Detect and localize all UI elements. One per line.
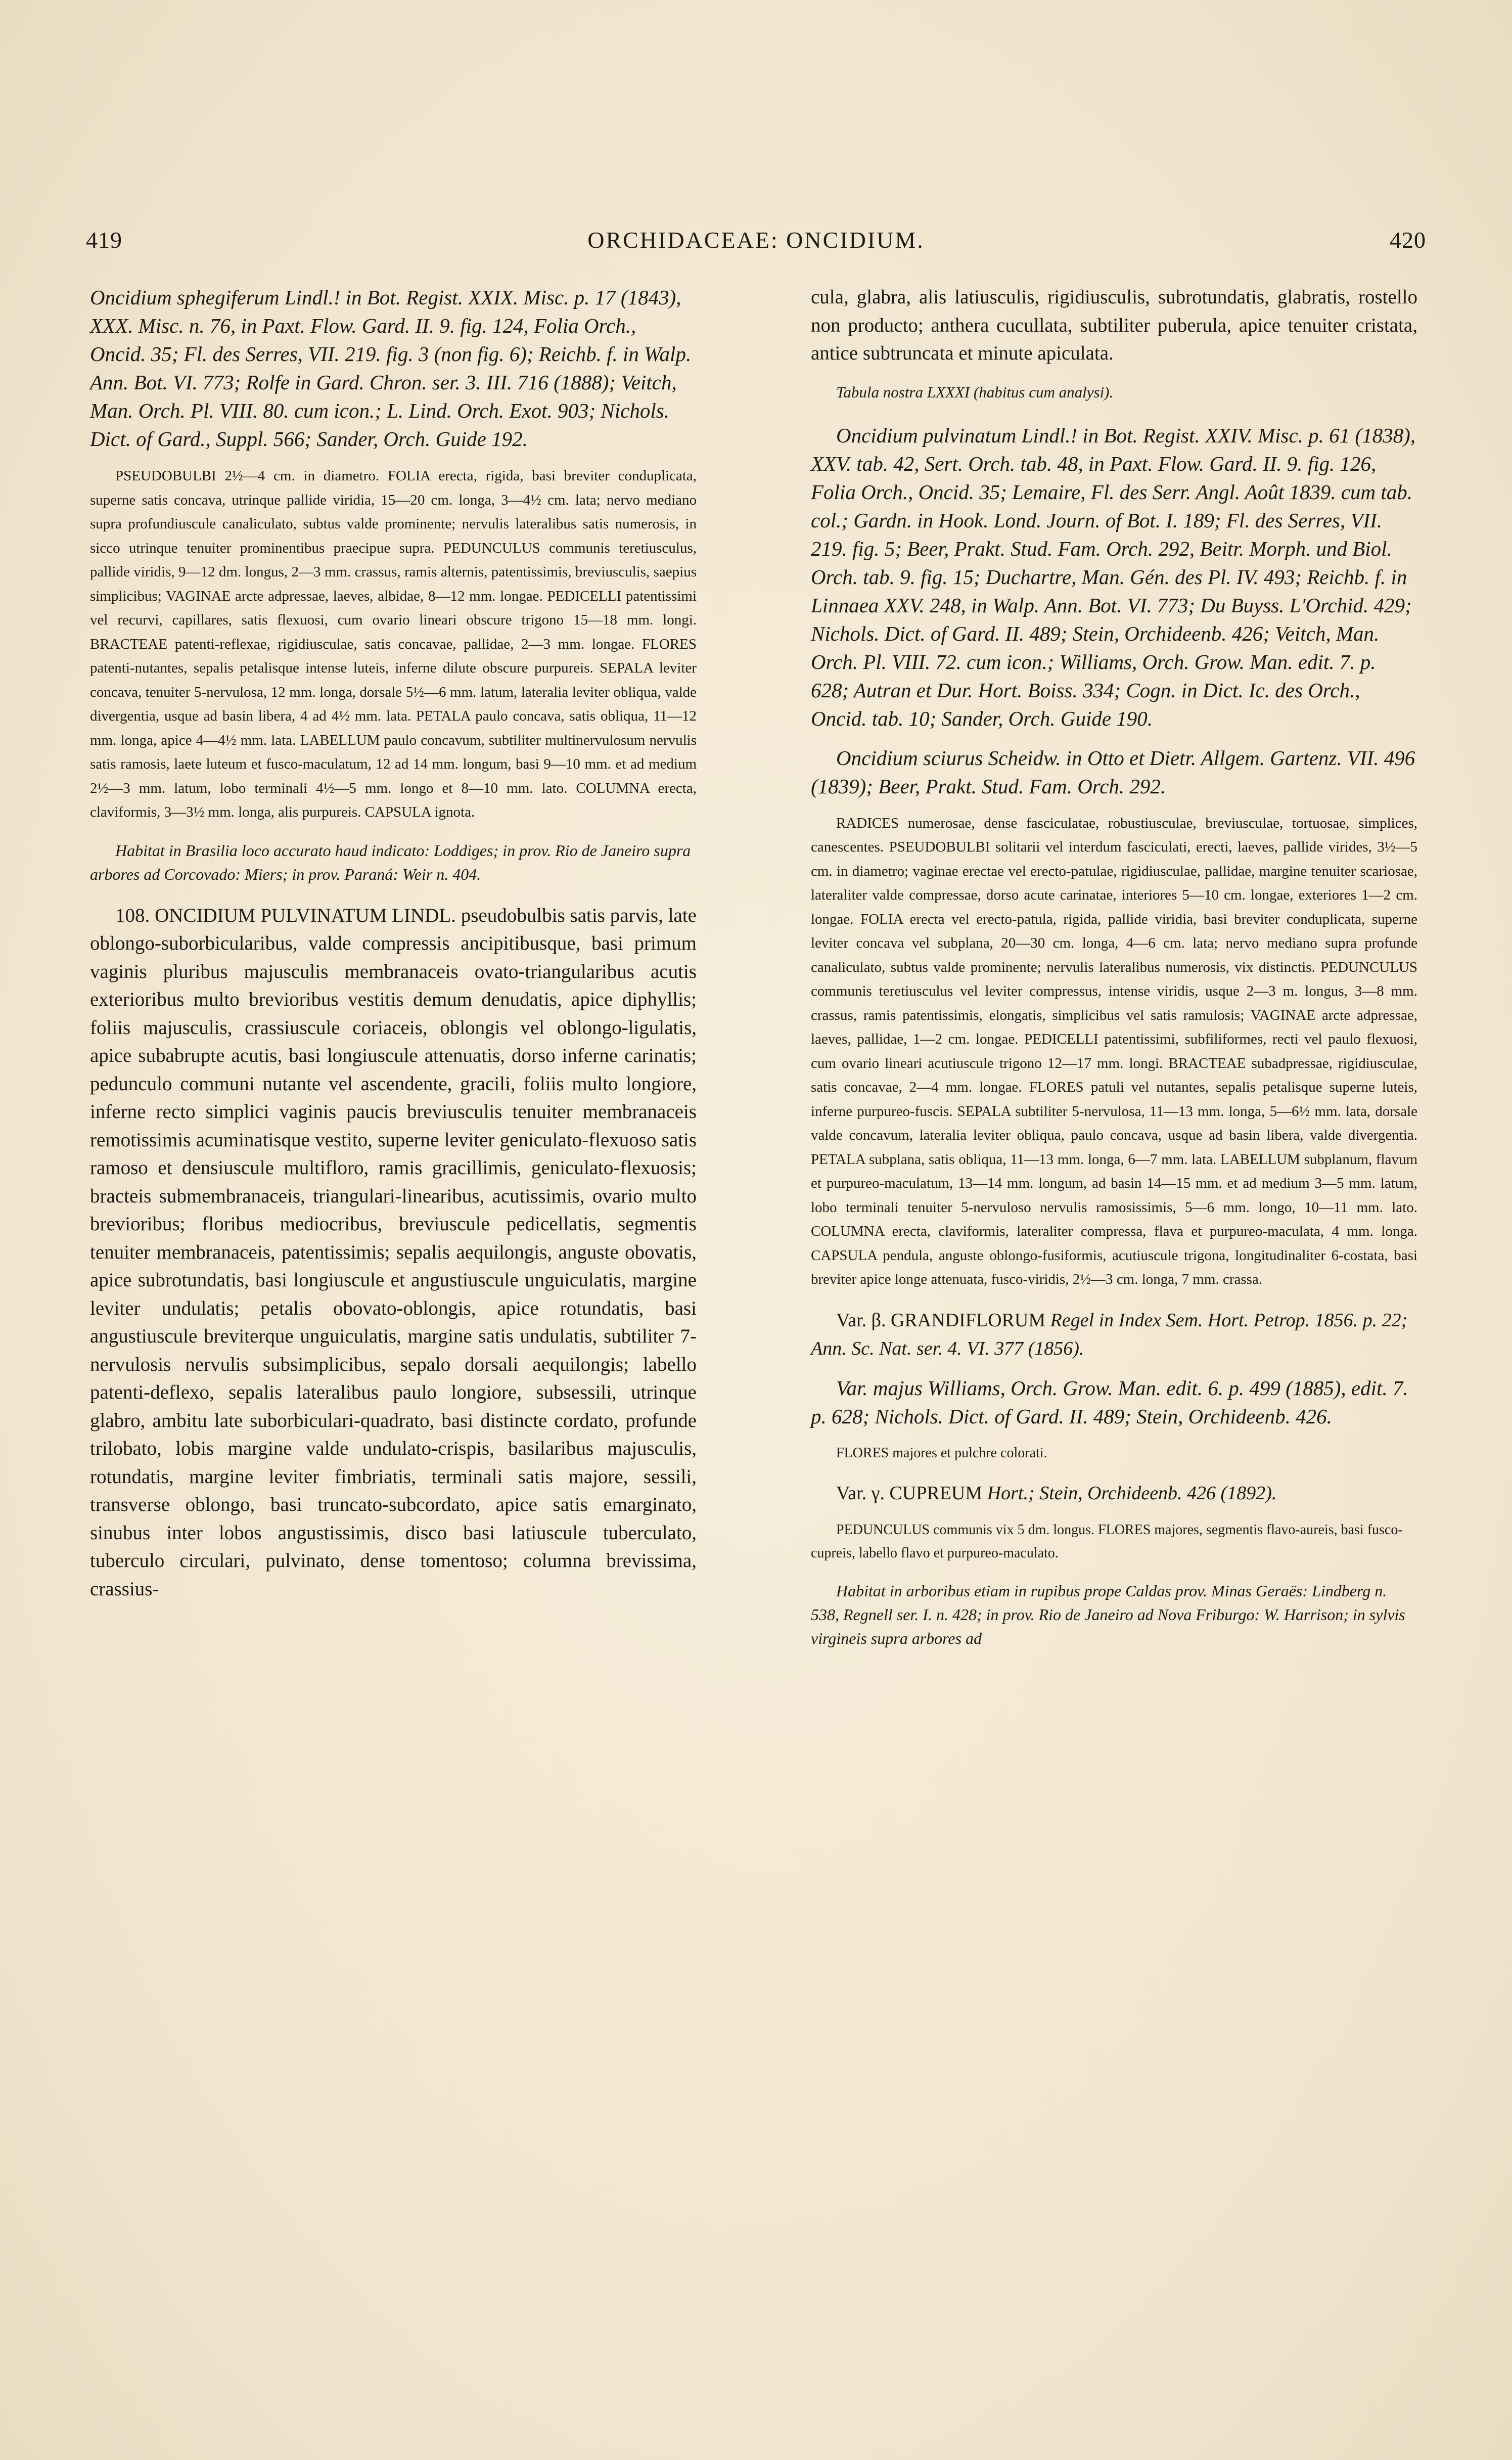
running-title: ORCHIDACEAE: ONCIDIUM. (587, 227, 925, 253)
reference-sciurus: Oncidium sciurus Scheidw. in Otto et Dietr. Allgem. Gartenz. VII. 496 (1839); Beer, Prakt. Stud. Fam. Orch. 292. (811, 746, 1415, 798)
variety-beta-label: Var. β. GRANDIFLORUM (836, 1309, 1046, 1331)
variety-gamma-reference: Hort.; Stein, Orchideenb. 426 (1892). (987, 1482, 1277, 1504)
variety-beta-note: FLORES majores et pulchre colorati. (836, 1445, 1047, 1461)
plate-reference: Tabula nostra LXXXI (habitus cum analysi). (836, 383, 1114, 401)
reference-sphegiferum: Oncidium sphegiferum Lindl.! in Bot. Regist. XXIX. Misc. p. 17 (1843), XXX. Misc. n. 76, in Paxt. Flow. Gard. II. 9. fig. 124, Folia Orch., Oncid. 35; Fl. des Serres, VII. 219. fig. 3 (non fig. 6); Reichb. f. in Walp. Ann. Bot. VI. 773; Rolfe in Gard. Chron. ser. 3. III. 716 (1888); Veitch, Man. Orch. Pl. VIII. 80. cum icon.; L. Lind. Orch. Exot. 903; Nichols. Dict. of Gard., Suppl. 566; Sander, Orch. Guide 192. (90, 286, 692, 451)
page-number-left: 419 (86, 227, 122, 253)
variety-beta-synonym: Var. majus Williams, Orch. Grow. Man. edit. 6. p. 499 (1885), edit. 7. p. 628; Nichols. Dict. of Gard. II. 489; Stein, Orchideenb. 426. (811, 1376, 1408, 1428)
page-number-right: 420 (1390, 227, 1426, 253)
variety-gamma-label: Var. γ. CUPREUM (836, 1482, 983, 1504)
variety-beta (811, 1306, 1417, 1363)
species-continuation: cula, glabra, alis latiusculis, rigidiusculis, subrotundatis, glabratis, rostello non producto; anthera cucullata, subtiliter puberula, apice tenuiter cristata, antice subtruncata et minute apiculata. (811, 286, 1417, 364)
variety-beta-reference: Regel in Index Sem. Hort. Petrop. 1856. p. 22; Ann. Sc. Nat. ser. 4. VI. 377 (1856). (811, 1309, 1408, 1359)
habitat-pulvinatum: Habitat in arboribus etiam in rupibus prope Caldas prov. Minas Geraës: Lindberg n. 538, Regnell ser. I. n. 428; in prov. Rio de Janeiro ad Nova Friburgo: W. Harrison; in sylvis virgineis supra arbores ad (811, 1581, 1405, 1647)
habitat-sphegiferum: Habitat in Brasilia loco accurato haud indicato: Loddiges; in prov. Rio de Janeiro supra arbores ad Corcovado: Miers; in prov. Paraná: Weir n. 404. (90, 841, 691, 883)
running-header (86, 227, 1426, 262)
variety-gamma (811, 1479, 1417, 1507)
left-column (90, 283, 697, 1603)
right-column (811, 283, 1417, 1666)
description-pulvinatum: RADICES numerosae, dense fasciculatae, robustiusculae, breviusculae, tortuosae, simplices, canescentes. PSEUDOBULBI solitarii vel interdum fasciculati, erecti, laeves, pallide virides, 3½—5 cm. in diametro; vaginae erectae vel erecto-patulae, rigidiusculae, pallidae, margine tenuiter scariosae, lateraliter valde compressae, dorso acute carinatae, interiores 5—10 cm. longae, exteriores 1—2 cm. longae. FOLIA erecta vel erecto-patula, rigida, pallide viridia, basi breviter conduplicata, superne leviter concava vel subplana, 20—30 cm. longa, 4—6 cm. lata; nervo mediano supra profunde canaliculato, subtus valde prominente; nervulis lateralibus numerosis, vix distinctis. PEDUNCULUS communis teretiusculus vel leviter compressus, intense viridis, usque 2—3 m. longus, 3—8 mm. crassus, ramis patentissimis, elongatis, simplicibus vel satis ramulosis; VAGINAE arcte adpressae, laeves, pallidae, 1—2 cm. longae. PEDICELLI patentissimi, subfiliformes, recti vel paulo flexuosi, cum ovario lineari acutiuscule trigono 12—17 mm. longi. BRACTEAE subadpressae, rigidiusculae, satis concavae, 2—4 mm. longae. FLORES patuli vel nutantes, sepalis petalisque superne luteis, inferne purpureo-fuscis. SEPALA subtiliter 5-nervulosa, 11—13 mm. longa, 5—6½ mm. lata, dorsale valde concavum, lateralia leviter obliqua, paulo concava, usque ad basin libera, valde divergentia. PETALA subplana, satis obliqua, 11—13 mm. longa, 6—7 mm. lata. LABELLUM subplanum, flavum et purpureo-maculatum, 13—14 mm. longum, ad basin 14—15 mm. et ad medium 3—5 mm. latum, lobo terminali tenuiter 5-nervuloso nervulis ramosissimis, 5—6 mm. longo, 10—11 mm. lato. COLUMNA erecta, claviformis, lateraliter compressa, flava et purpureo-maculata, 4 mm. longa. CAPSULA pendula, anguste oblongo-fusiformis, acutiuscule trigona, longitudinaliter 6-costata, basi breviter apice longe attenuata, fusco-viridis, 2½—3 cm. longa, 7 mm. crassa. (811, 815, 1417, 1287)
species-108-pulvinatum: 108. ONCIDIUM PULVINATUM LINDL. pseudobulbis satis parvis, late oblongo-suborbicularibus, valde compressis ancipitibusque, basi primum vaginis pluribus majusculis membranaceis ovato-triangularibus acutis exterioribus multo brevioribus vestitis demum denudatis, apice diphyllis; foliis majusculis, crassiuscule coriaceis, oblongis vel oblongo-ligulatis, apice subabrupte acutis, basi longiuscule attenuatis, dorso inferne carinatis; pedunculo communi nutante vel ascendente, gracili, foliis multo longiore, inferne recto simplici vaginis paucis breviusculis tenuiter membranaceis remotissimis acuminatisque vestito, superne leviter geniculato-flexuoso satis ramoso et densiuscule multifloro, ramis gracillimis, geniculato-flexuosis; bracteis submembranaceis, triangulari-linearibus, acutissimis, ovario multo brevioribus; floribus mediocribus, breviuscule pedicellatis, segmentis tenuiter membranaceis, patentissimis; sepalis aequilongis, anguste obovatis, apice subrotundatis, basi longiuscule et angustiuscule unguiculatis, margine leviter undulatis; petalis obovato-oblongis, apice rotundatis, basi angustiuscule breviterque unguiculatis, margine satis undulatis, subtiliter 7-nervulosis nervulis subsimplicibus, sepalo dorsali aequilongis; labello patenti-deflexo, sepalis lateralibus paulo longiore, subsessili, utrinque glabro, ambitu late suborbiculari-quadrato, basi distincte cordato, profunde trilobato, lobis margine valde undulato-crispis, basilaribus majusculis, rotundatis, margine leviter fimbriatis, terminali satis majore, sessili, transverse oblongo, basi truncato-subcordato, apice satis emarginato, sinubus inter lobos angustissimis, disco basi latiuscule tuberculato, tuberculo circulari, pulvinato, dense tomentoso; columna brevissima, crassius- (90, 904, 697, 1600)
reference-pulvinatum: Oncidium pulvinatum Lindl.! in Bot. Regist. XXIV. Misc. p. 61 (1838), XXV. tab. 42, Sert. Orch. tab. 48, in Paxt. Flow. Gard. II. 9. fig. 126, Folia Orch., Oncid. 35; Lemaire, Fl. des Serr. Angl. Août 1839. cum tab. col.; Gardn. in Hook. Lond. Journ. of Bot. I. 189; Fl. des Serres, VII. 219. fig. 5; Beer, Prakt. Stud. Fam. Orch. 292, Beitr. Morph. und Biol. Orch. tab. 9. fig. 15; Duchartre, Man. Gén. des Pl. IV. 493; Reichb. f. in Linnaea XXV. 248, in Walp. Ann. Bot. VI. 773; Du Buyss. L'Orchid. 429; Nichols. Dict. of Gard. II. 489; Stein, Orchideenb. 426; Veitch, Man. Orch. Pl. VIII. 72. cum icon.; Williams, Orch. Grow. Man. edit. 7. p. 628; Autran et Dur. Hort. Boiss. 334; Cogn. in Dict. Ic. des Orch., Oncid. tab. 10; Sander, Orch. Guide 190. (811, 423, 1415, 730)
description-sphegiferum: PSEUDOBULBI 2½—4 cm. in diametro. FOLIA erecta, rigida, basi breviter conduplicata, superne satis concava, utrinque pallide viridia, 15—20 cm. longa, 3—4½ cm. lata; nervo mediano supra profundiuscule canaliculato, subtus valde prominente; nervulis lateralibus satis numerosis, in sicco utrinque tenuiter prominentibus praecipue supra. PEDUNCULUS communis teretiusculus, pallide viridis, 9—12 dm. longus, 2—3 mm. crassus, ramis alternis, patentissimis, breviusculis, saepius simplicibus; VAGINAE arcte adpressae, laeves, albidae, 8—12 mm. longae. PEDICELLI patentissimi vel recurvi, capillares, satis flexuosi, cum ovario lineari obscure trigono 15—18 mm. longi. BRACTEAE patenti-reflexae, rigidiusculae, satis concavae, pallidae, 2—3 mm. longae. FLORES patenti-nutantes, sepalis petalisque intense luteis, inferne dilute obscure purpureis. SEPALA leviter concava, tenuiter 5-nervulosa, 12 mm. longa, dorsale 5½—6 mm. latum, lateralia leviter obliqua, valde divergentia, usque ad basin libera, 4 ad 4½ mm. lata. PETALA paulo concava, satis obliqua, 11—12 mm. longa, apice 4—4½ mm. lata. LABELLUM paulo concavum, subtiliter multinervulosum nervulis satis ramosis, laete luteum et fusco-maculatum, 12 ad 14 mm. longum, basi 9—10 mm. et ad medium 2½—3 mm. latum, lobo terminali 4½—5 mm. longo et 8—10 mm. lato. COLUMNA erecta, claviformis, 3—3½ mm. longa, alis purpureis. CAPSULA ignota. (90, 468, 697, 820)
variety-gamma-note: PEDUNCULUS communis vix 5 dm. longus. FLORES majores, segmentis flavo-aureis, basi fusco-cupreis, labello flavo et purpureo-maculato. (811, 1522, 1403, 1561)
